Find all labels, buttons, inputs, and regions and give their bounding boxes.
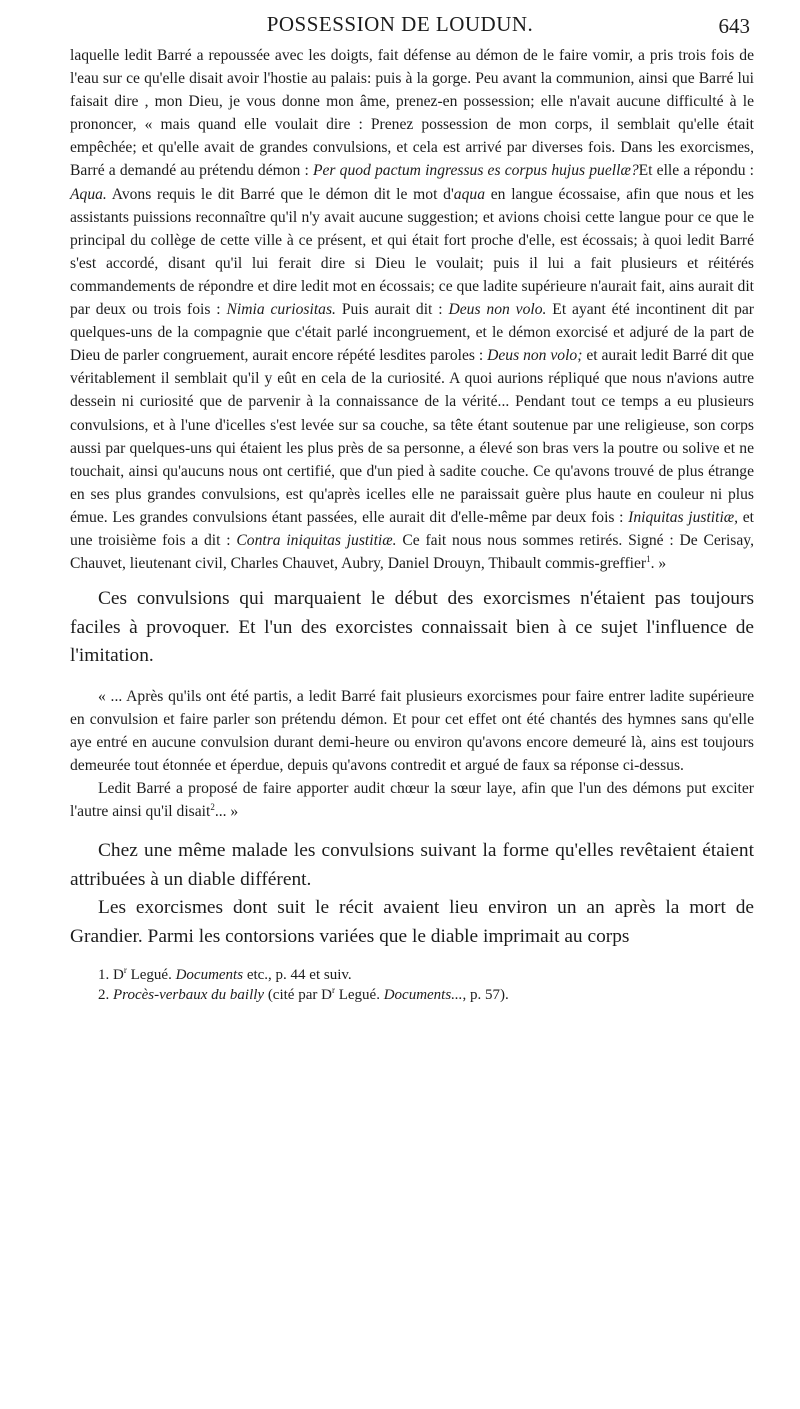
text-run: D [113, 967, 124, 984]
text-run: etc., p. 44 et suiv. [243, 967, 352, 984]
latin-phrase: Nimia curiositas. [226, 301, 336, 319]
text-run: r [123, 965, 127, 976]
text-run: Ce fait nous nous sommes retirés. Signé : De Cerisay, Chauvet, lieutenant civil, Charles Chauvet, Aubry, Daniel Drouyn, Thibault commis-greffier [70, 531, 754, 573]
running-title: POSSESSION DE LOUDUN. [266, 12, 534, 36]
footnote-ref-2[interactable]: 2 [210, 801, 215, 812]
text-run: laquelle ledit Barré a repoussée avec les doigts, fait défense au démon de le faire vomir, a pris trois fois de l'eau sur ce qu'elle disait avoir l'hostie au palais: puis à la gorge. Peu avant la communion, ainsi que Barré lui faisait dire , mon Dieu, je vous donne mon âme, prenez-en possession; elle n'avait aucune difficulté à le prononcer, « mais quand elle voulait dire : Prenez possession de mon corps, il semblait qu'elle était empêchée; et qu'elle avait de grandes convulsions, et cela est arrivé par diverses fois. Dans les exorcismes, Barré a demandé au prétendu démon : [70, 47, 754, 180]
narrative-paragraph-3: Les exorcismes dont suit le récit avaient lieu environ un an après la mort de Grandier. Parmi les contorsions variées que le diable imprimait au corps [70, 897, 754, 947]
text-run: Legué. [126, 967, 176, 984]
footnote-2 [70, 985, 754, 1005]
latin-phrase: Deus non volo. [448, 301, 547, 319]
quote-paragraph-2: « ... Après qu'ils ont été partis, a ledit Barré fait plusieurs exorcismes pour faire entrer ladite supérieure en convulsion et faire parler son prétendu démon. Et pour cet effet ont été chantés des hymnes sans qu'elle aye entré en aucune convulsion durant demi-heure ou environ qu'avons encore demeuré là, ains est toujours demeurée tout étonnée et éperdue, depuis qu'avons contredit et argué de faux sa réponse ci-dessus. [70, 687, 754, 774]
footnotes [70, 965, 754, 1005]
latin-phrase: aqua [453, 185, 485, 203]
quote-paragraph-1 [70, 44, 754, 575]
narrative-paragraph-2: Chez une même malade les convulsions suivant la forme qu'elles revêtaient étaient attribuées à un diable différent. [70, 840, 754, 890]
text-run: en langue écossaise, afin que nous et les assistants puissions reconnaître qu'il n'y avait aucune suggestion; et avions choisi cette langue pour ce que le principal du collège de cette ville à ce présent, et qui était fort proche d'elle, est écossais; à quoi ledit Barré s'est accordé, disant qu'il lui ferait dire si Dieu le voulait; puis il lui a fait plusieurs et réitérés commandements de répondre et dire ledit mot en écossais; ce que ladite supérieure n'aurait fait, ains aurait dit par deux ou trois fois : [70, 185, 754, 319]
citation-title: Documents [175, 967, 244, 984]
text-run: Avons requis le dit Barré que le démon dit le mot d' [106, 185, 454, 203]
text-run: Legué. [334, 987, 384, 1004]
latin-phrase: Aqua. [70, 185, 107, 203]
citation-title: Documents... [383, 987, 463, 1004]
footnote-1 [70, 965, 754, 985]
footnote-number: 1. [98, 967, 113, 984]
text-run: , p. 57). [462, 987, 509, 1004]
text-run: Ledit Barré a proposé de faire apporter audit chœur la sœur laye, afin que l'un des démons put exciter l'autre ainsi qu'il disait [70, 780, 754, 821]
narrative-paragraph-1: Ces convulsions qui marquaient le début des exorcismes n'étaient pas toujours faciles à provoquer. Et l'un des exorcistes connaissait bien à ce sujet l'influence de l'imitation. [70, 588, 754, 667]
latin-phrase: Iniquitas justitiæ, [628, 508, 739, 526]
text-run: et une troisième fois a dit : [70, 508, 755, 549]
page-body [70, 44, 754, 1005]
text-run: Et ayant été incontinent dit par quelques-uns de la compagnie que c'était parlé incongruement, et le démon exorcisé et adjuré de la part de Dieu de parler congruement, aurait encore répété lesdites paroles : [70, 301, 755, 365]
text-run: ... » [214, 803, 239, 821]
page-number: 643 [718, 14, 750, 38]
citation-title: Procès-verbaux du bailly [113, 987, 265, 1004]
text-run: et aurait ledit Barré dit que véritablement il semblait qu'il y eût en cela de la curiosité. A quoi aurions répliqué que nous n'avions autre dessein ni curiosité que de parvenir à la connaissance de la vérité... Pendant tout ce temps a eu plusieurs convulsions, et à l'une d'icelles s'est levée sur sa couche, sa tête étant soutenue par une religieuse, son corps aussi par quelques-uns qui étaient les plus près de sa personne, a élevé son bras vers la poutre ou solive et ne touchait, ainsi qu'aucuns nous ont certifié, que d'un pied à sadite couche. Ce qu'avons trouvé de plus étrange en ses plus grandes convulsions, est qu'après icelles elle ne paraissait guère plus haute en couleur ni plus émue. Les grandes convulsions étant passées, elle aurait dit d'elle-même par deux fois : [70, 347, 754, 526]
text-run: Puis aurait dit : [335, 301, 449, 319]
text-run: r [331, 985, 335, 996]
latin-phrase: Deus non volo; [487, 347, 583, 365]
text-run: Et elle a répondu : [638, 162, 754, 180]
latin-phrase: Per quod pactum ingressus es corpus hujus puellæ? [312, 162, 639, 180]
text-run: . » [650, 555, 667, 573]
quote-paragraph-3 [70, 777, 754, 823]
text-run: (cité par [264, 987, 322, 1004]
footnote-ref-1[interactable]: 1 [646, 553, 651, 564]
footnote-number: 2. [98, 987, 113, 1004]
latin-phrase: Contra iniquitas justitiæ. [236, 531, 397, 549]
text-run: D [321, 987, 332, 1004]
